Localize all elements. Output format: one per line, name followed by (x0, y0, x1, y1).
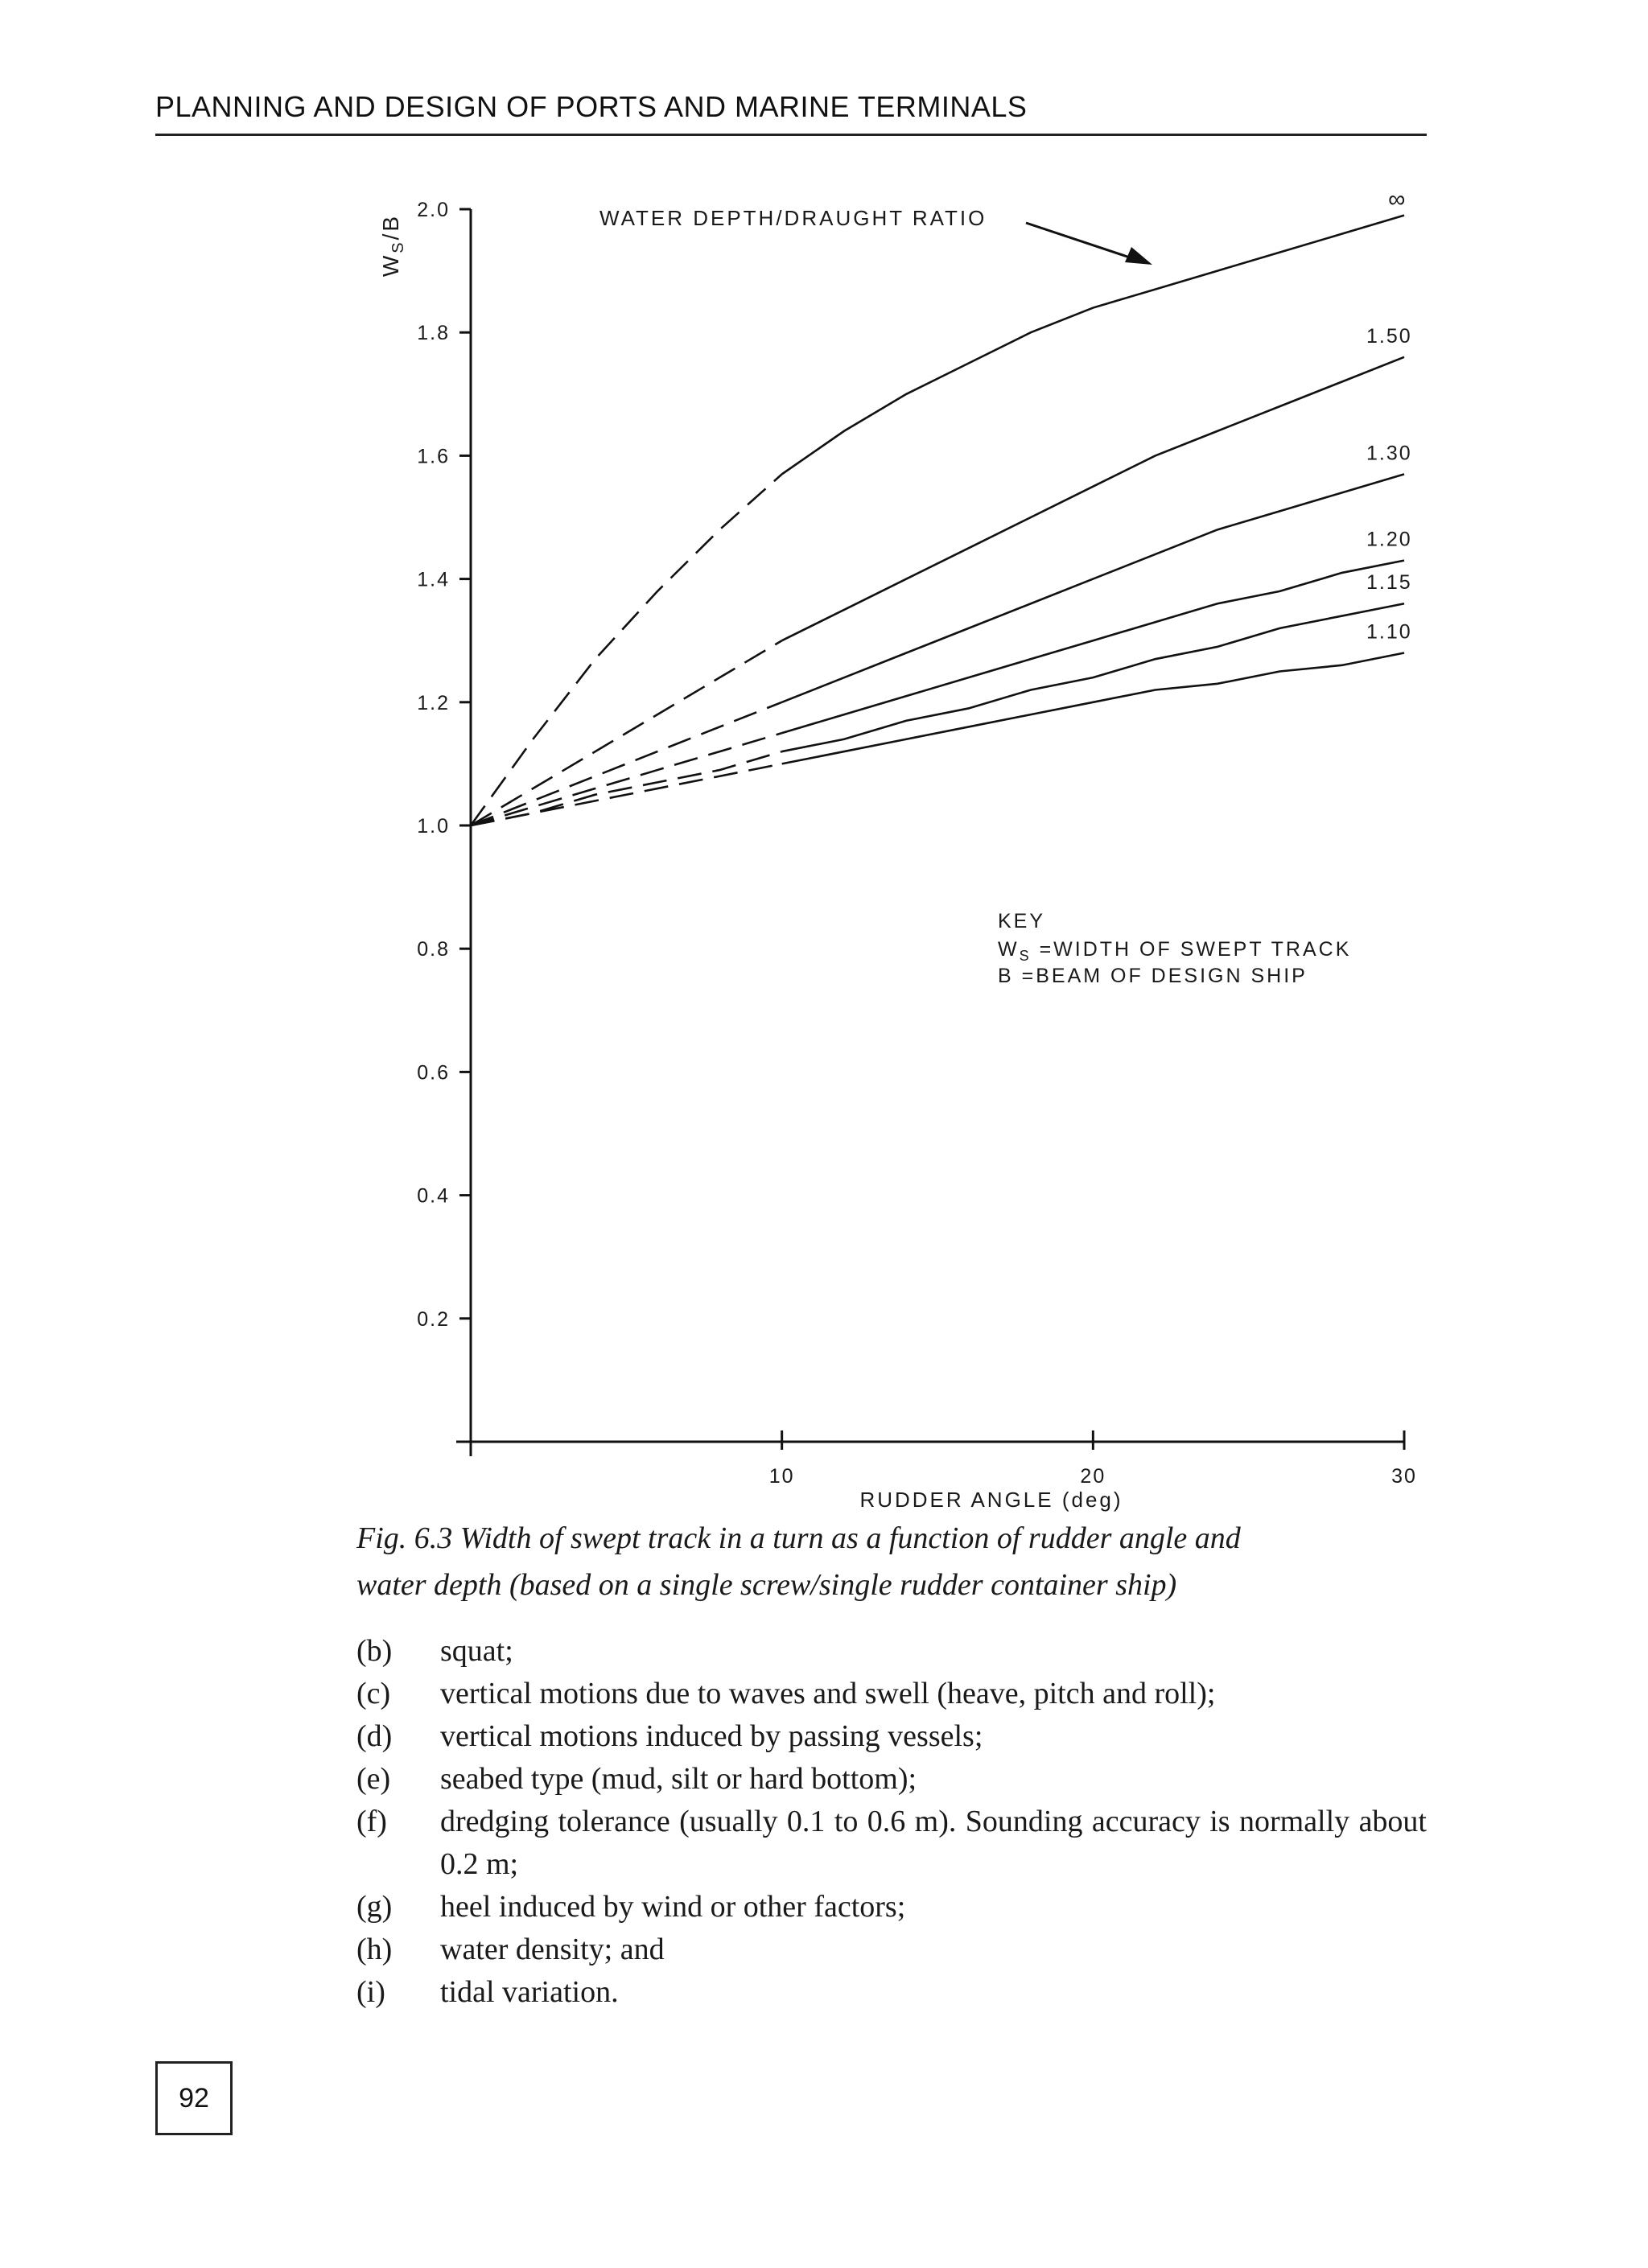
item-text: vertical motions due to waves and swell (heave, pitch and roll); (440, 1677, 1216, 1710)
key-title: KEY (998, 910, 1046, 932)
series-label: 1.10 (1366, 620, 1412, 644)
item-label: (i) (356, 1975, 385, 2009)
item-label: (g) (356, 1890, 393, 1924)
factor-list (356, 1630, 1427, 2014)
y-tick-label: 0.8 (417, 938, 450, 961)
item-label: (d) (356, 1719, 393, 1753)
y-tick-label: 1.6 (417, 445, 450, 468)
series-line (782, 216, 1404, 475)
series-line (782, 653, 1404, 764)
series-label: 1.20 (1366, 528, 1412, 551)
list-item (356, 1630, 1427, 1673)
item-label: (f) (356, 1805, 387, 1838)
series-lines (471, 216, 1404, 825)
y-tick-label: 0.2 (417, 1307, 450, 1331)
legend-title: WATER DEPTH/DRAUGHT RATIO (599, 206, 987, 230)
list-item (356, 1971, 1427, 2014)
series-line (782, 561, 1404, 733)
item-text: squat; (440, 1634, 513, 1668)
key-line-b: B =BEAM OF DESIGN SHIP (998, 965, 1308, 987)
item-text: dredging tolerance (usually 0.1 to 0.6 m). Sounding accuracy is normally about 0.2 m; (440, 1805, 1427, 1881)
item-label: (e) (356, 1762, 391, 1796)
list-item (356, 1886, 1427, 1928)
series-label: 1.50 (1366, 324, 1412, 348)
series-line-dashed (471, 702, 782, 825)
item-text: vertical motions induced by passing vessels; (440, 1719, 983, 1753)
y-tick-label: 0.6 (417, 1061, 450, 1085)
y-tick-label: 2.0 (417, 199, 450, 221)
item-label: (c) (356, 1677, 391, 1710)
item-text: water density; and (440, 1933, 665, 1966)
list-item (356, 1758, 1427, 1801)
list-item (356, 1801, 1427, 1886)
series-label: 1.30 (1366, 442, 1412, 465)
list-item (356, 1715, 1427, 1758)
legend-arrow (1026, 223, 1152, 265)
y-tick-label: 1.2 (417, 691, 450, 714)
series-line (782, 603, 1404, 751)
x-ticks (769, 1430, 1417, 1488)
series-label: ∞ (1388, 186, 1407, 213)
y-tick-label: 1.8 (417, 322, 450, 345)
series-line-dashed (471, 751, 782, 825)
y-tick-label: 1.4 (417, 568, 450, 591)
item-label: (h) (356, 1933, 393, 1966)
caption-line-2: water depth (based on a single screw/single rudder container ship) (356, 1568, 1177, 1602)
figure-caption (356, 1515, 1435, 1608)
series-line (782, 357, 1404, 640)
caption-line-1: Fig. 6.3 Width of swept track in a turn as a function of rudder angle and (356, 1521, 1241, 1555)
series-labels (1366, 187, 1412, 644)
item-text: heel induced by wind or other factors; (440, 1890, 906, 1924)
series-line-dashed (471, 733, 782, 825)
x-tick-label: 30 (1391, 1465, 1417, 1488)
y-axis-label: $W_S/B$ (378, 213, 407, 278)
series-line-dashed (471, 640, 782, 825)
y-tick-label: 0.4 (417, 1184, 450, 1208)
running-title: PLANNING AND DESIGN OF PORTS AND MARINE TERMINALS (155, 90, 1028, 123)
x-axis-label: RUDDER ANGLE (deg) (859, 1488, 1123, 1512)
y-ticks (417, 199, 471, 1331)
item-text: seabed type (mud, silt or hard bottom); (440, 1762, 917, 1796)
x-tick-label: 20 (1080, 1465, 1106, 1488)
item-text: tidal variation. (440, 1975, 619, 2009)
key-line-ws: $W_S$ =WIDTH OF SWEPT TRACK (998, 938, 1352, 964)
x-tick-label: 10 (768, 1465, 795, 1488)
list-item (356, 1928, 1427, 1971)
series-line-dashed (471, 764, 782, 825)
series-label: 1.15 (1366, 571, 1412, 595)
chart-key (998, 910, 1351, 987)
y-tick-label: 1.0 (417, 815, 450, 838)
page-number: 92 (155, 2061, 233, 2135)
list-item (356, 1673, 1427, 1715)
chart-axes (456, 209, 1404, 1456)
item-label: (b) (356, 1634, 393, 1668)
